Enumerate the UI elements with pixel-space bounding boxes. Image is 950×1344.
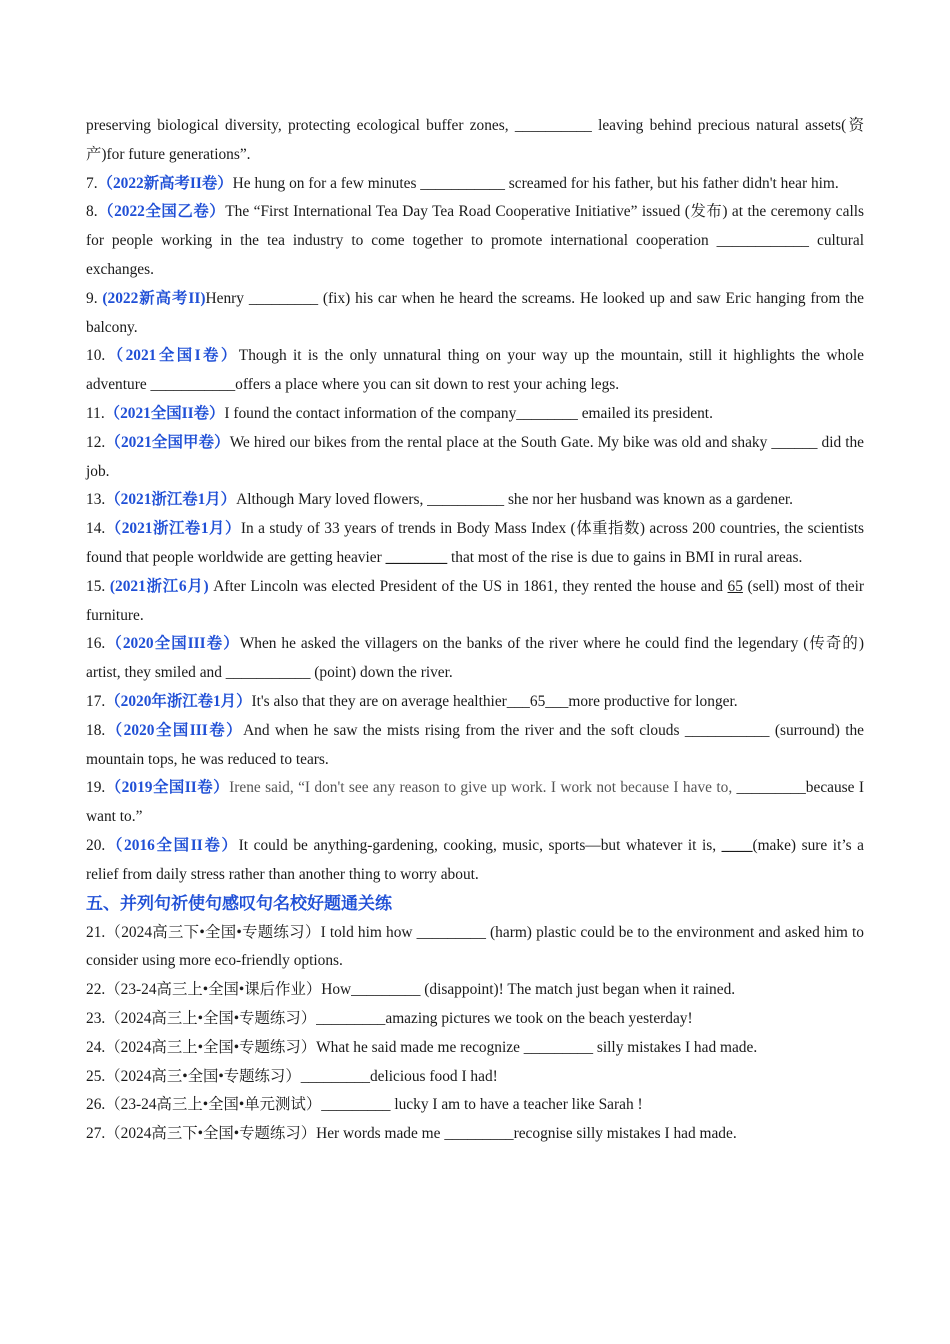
question-23 xyxy=(86,1005,864,1034)
question-27 xyxy=(86,1120,864,1149)
question-9 xyxy=(86,285,864,343)
question-source: （2020全国III卷） xyxy=(105,721,244,739)
question-21 xyxy=(86,919,864,977)
question-text: Henry _________ (fix) his car when he heard the screams. He looked up and saw Eric hanging from the balcony. xyxy=(86,289,864,336)
question-13 xyxy=(86,486,864,515)
question-number: 23. xyxy=(86,1009,106,1027)
question-19 xyxy=(86,774,864,832)
question-number: 11. xyxy=(86,404,105,422)
question-number: 24. xyxy=(86,1038,106,1056)
question-text: _________ lucky I am to have a teacher like Sarah ! xyxy=(321,1096,643,1114)
question-text: It's also that they are on average healthier___65___more productive for longer. xyxy=(251,692,738,710)
question-number: 7. xyxy=(86,174,98,192)
question-source: (2021浙江6月) xyxy=(109,577,209,595)
question-number: 22. xyxy=(86,981,106,999)
question-text: I told him how _________ (harm) plastic could be to the environment and asked him to consider using more eco-friendly options. xyxy=(86,923,865,970)
question-10 xyxy=(86,342,864,400)
question-source: （2020全国III卷） xyxy=(105,635,240,653)
question-source: （2021全国甲卷） xyxy=(105,433,230,451)
question-text: Though it is the only unnatural thing on your way up the mountain, still it highlights the whole adventure ___________offers a place where you can sit down to rest your aching legs. xyxy=(86,347,864,394)
question-source: (2022新高考II) xyxy=(102,289,206,307)
question-text: We hired our bikes from the rental place at the South Gate. My bike was old and shaky ______ did the job. xyxy=(86,433,864,480)
question-number: 15. xyxy=(86,577,106,595)
question-text: He hung on for a few minutes ___________ screamed for his father, but his father didn't hear him. xyxy=(232,174,839,192)
question-number: 14. xyxy=(86,520,106,538)
question-11 xyxy=(86,400,864,429)
question-number: 17. xyxy=(86,692,106,710)
question-number: 10. xyxy=(86,347,106,365)
question-text: preserving biological diversity, protecting ecological buffer zones, __________ leaving behind precious natural assets(资产)for future generations”. xyxy=(86,117,864,163)
question-text: (make) sure it’s a relief from daily stress rather than another thing to worry about. xyxy=(86,836,864,883)
question-15 xyxy=(86,573,864,631)
question-22 xyxy=(86,976,864,1005)
question-source: （2019全国II卷） xyxy=(105,779,230,797)
question-number: 26. xyxy=(86,1096,106,1114)
question-source: （2022全国乙卷） xyxy=(97,203,226,221)
answer-blank: ________ xyxy=(385,548,448,566)
question-text: The “First International Tea Day Tea Road Cooperative Initiative” issued (发布) at the ceremony calls for people working in the tea industry to come together to promote international cooperation ____________ cultural exchanges. xyxy=(86,203,864,278)
question-text: _________because I want to.” xyxy=(86,779,864,826)
document-page xyxy=(86,112,864,1149)
question-source: （2024高三•全国•专题练习） xyxy=(105,1067,301,1085)
question-number: 16. xyxy=(86,635,106,653)
question-source: （23-24高三上•全国•单元测试） xyxy=(105,1096,322,1114)
question-text: After Lincoln was elected President of the US in 1861, they rented the house and xyxy=(213,577,728,595)
section-title: 五、并列句祈使句感叹句名校好题通关练 xyxy=(86,893,392,914)
question-number: 21. xyxy=(86,923,106,941)
answer-blank: ____ xyxy=(721,836,753,854)
question-14 xyxy=(86,515,864,573)
question-text: When he asked the villagers on the banks of the river where he could find the legendary (传奇的) artist, they smiled and ___________ (point) down the river. xyxy=(86,635,865,682)
question-text: Her words made me _________recognise silly mistakes I had made. xyxy=(316,1125,737,1143)
question-source: （2022新高考II卷） xyxy=(97,174,233,192)
question-number: 9. xyxy=(86,289,98,307)
question-text: that most of the rise is due to gains in BMI in rural areas. xyxy=(447,548,803,566)
question-source: （2024高三上•全国•专题练习） xyxy=(105,1038,317,1056)
question-number: 25. xyxy=(86,1067,106,1085)
question-26 xyxy=(86,1091,864,1120)
question-text: It could be anything-gardening, cooking, music, sports—but whatever it is, xyxy=(238,836,722,854)
question-number: 18. xyxy=(86,721,106,739)
question-text: I found the contact information of the company________ emailed its president. xyxy=(224,404,713,422)
question-number: 27. xyxy=(86,1125,106,1143)
question-number: 13. xyxy=(86,491,106,509)
question-text: How_________ (disappoint)! The match just began when it rained. xyxy=(321,981,736,999)
question-8 xyxy=(86,198,864,284)
question-source: （2021浙江卷1月） xyxy=(105,520,241,538)
question-number: 12. xyxy=(86,433,106,451)
answer-blank: 65 xyxy=(727,577,743,595)
question-17 xyxy=(86,688,864,717)
question-text: Although Mary loved flowers, __________ she nor her husband was known as a gardener. xyxy=(236,491,794,509)
question-text: And when he saw the mists rising from the river and the soft clouds ___________ (surround) the mountain tops, he was reduced to tears. xyxy=(86,721,864,768)
question-text: In a study of 33 years of trends in Body Mass Index (体重指数) across 200 countries, the scientists found that people worldwide are getting heavier xyxy=(86,520,864,566)
question-source: （2020年浙江卷1月） xyxy=(105,692,252,710)
question-text: (sell) most of their furniture. xyxy=(86,577,864,624)
question-number: 8. xyxy=(86,203,98,221)
question-source: （2024高三上•全国•专题练习） xyxy=(105,1009,317,1027)
question-source: （2024高三下•全国•专题练习） xyxy=(105,1125,317,1143)
question-text: _________delicious food I had! xyxy=(300,1067,498,1085)
question-16 xyxy=(86,630,864,688)
question-7 xyxy=(86,170,864,199)
question-source: （2021全国II卷） xyxy=(104,404,225,422)
question-12 xyxy=(86,429,864,487)
question-6-tail xyxy=(86,112,864,170)
question-text: What he said made me recognize _________ silly mistakes I had made. xyxy=(316,1038,758,1056)
question-number: 19. xyxy=(86,779,106,797)
question-source: （23-24高三上•全国•课后作业） xyxy=(105,981,322,999)
question-text: Irene said, “I don't see any reason to give up work. I work not because I have to, xyxy=(229,779,737,797)
question-20 xyxy=(86,832,864,890)
question-source: （2021浙江卷1月） xyxy=(105,491,237,509)
question-25 xyxy=(86,1063,864,1092)
question-source: （2016全国II卷） xyxy=(105,836,239,854)
question-source: （2024高三下•全国•专题练习） xyxy=(105,923,321,941)
question-number: 20. xyxy=(86,836,106,854)
question-source: （2021全国I卷） xyxy=(105,347,239,365)
question-24 xyxy=(86,1034,864,1063)
question-text: _________amazing pictures we took on the beach yesterday! xyxy=(316,1009,693,1027)
question-18 xyxy=(86,717,864,775)
